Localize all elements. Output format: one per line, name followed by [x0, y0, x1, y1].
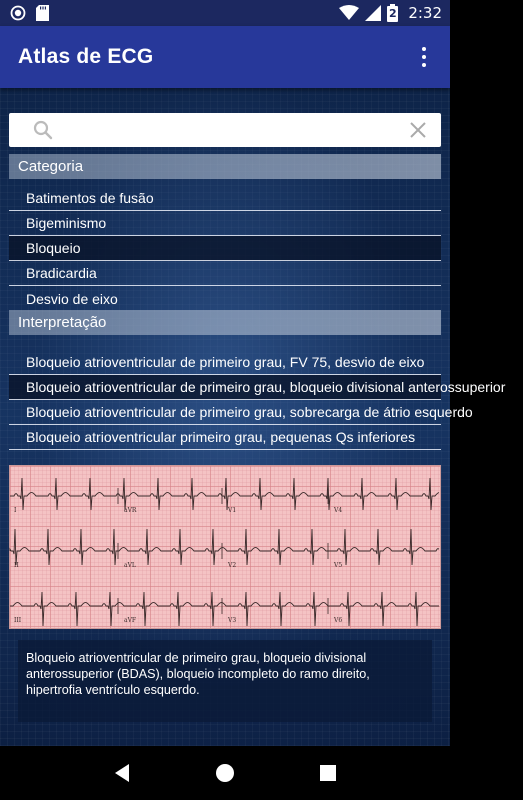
category-item-label: Bradicardia	[26, 265, 97, 281]
category-item-label: Bigeminismo	[26, 215, 107, 231]
clear-search-icon[interactable]	[409, 121, 427, 139]
category-item-desvio-de-eixo[interactable]	[9, 286, 441, 311]
interpretation-list[interactable]	[9, 350, 506, 454]
battery-icon	[387, 4, 398, 22]
ecg-lead-label: aVF	[124, 617, 137, 624]
category-item-label: Desvio de eixo	[26, 290, 118, 307]
interpretation-description: Bloqueio atrioventricular de primeiro grau, bloqueio divisional anterossuperior (BDAS), bloqueio incompleto do ramo direito, hipertrofia ventrículo esquerdo.	[18, 640, 432, 722]
ecg-lead-label: V6	[334, 617, 343, 624]
ecg-lead-label: V1	[228, 507, 237, 514]
sync-circle-icon	[10, 5, 26, 21]
ecg-lead-label: aVR	[124, 507, 137, 514]
search-input[interactable]	[65, 115, 409, 145]
category-item-batimentos-de-fusao[interactable]	[9, 186, 441, 211]
status-left-icons	[10, 5, 49, 21]
interpretation-item-label: Bloqueio atrioventricular de primeiro grau, sobrecarga de átrio esquerdo	[26, 404, 473, 420]
back-triangle-icon	[113, 763, 131, 783]
interpretation-header: Interpretação	[9, 310, 441, 335]
category-list[interactable]	[9, 186, 441, 307]
cell-signal-icon	[365, 5, 381, 21]
overflow-dot-icon	[422, 63, 426, 67]
status-time: 2:32	[408, 4, 442, 22]
wifi-icon	[339, 5, 359, 21]
ecg-lead-row-trace	[10, 592, 439, 626]
ecg-lead-row-trace	[10, 478, 439, 510]
category-header: Categoria	[9, 154, 441, 179]
ecg-image[interactable]	[9, 465, 441, 629]
interpretation-item[interactable]	[9, 400, 473, 425]
category-item-bloqueio[interactable]	[9, 236, 441, 261]
recents-button[interactable]	[313, 758, 343, 788]
recents-square-icon	[319, 764, 337, 782]
overflow-dot-icon	[422, 55, 426, 59]
ecg-lead-label: aVL	[124, 562, 136, 569]
home-circle-icon	[215, 763, 235, 783]
search-bar[interactable]	[9, 113, 441, 147]
interpretation-item-label: Bloqueio atrioventricular primeiro grau, pequenas Qs inferiores	[26, 429, 416, 445]
ecg-lead-label: V2	[228, 562, 237, 569]
category-item-bradicardia[interactable]	[9, 261, 441, 286]
interpretation-item-label: Bloqueio atrioventricular de primeiro grau, bloqueio divisional anterossuperior	[26, 379, 506, 395]
interpretation-item[interactable]	[9, 350, 441, 375]
category-item-bigeminismo[interactable]	[9, 211, 441, 236]
overflow-dot-icon	[422, 47, 426, 51]
status-bar	[0, 0, 450, 26]
ecg-lead-label: V4	[334, 507, 343, 514]
ecg-lead-label: I	[14, 507, 17, 514]
ecg-lead-row-trace	[10, 529, 439, 565]
status-right-icons	[339, 4, 442, 22]
main-content	[0, 88, 506, 746]
sd-card-icon	[36, 5, 49, 21]
interpretation-item-label: Bloqueio atrioventricular de primeiro grau, FV 75, desvio de eixo	[26, 354, 425, 370]
ecg-trace	[10, 466, 440, 628]
interpretation-item[interactable]	[9, 375, 506, 400]
ecg-lead-label: V5	[334, 562, 343, 569]
overflow-menu-button[interactable]	[412, 42, 436, 72]
navigation-bar	[0, 746, 450, 800]
ecg-lead-label: III	[14, 617, 22, 624]
category-item-label: Batimentos de fusão	[26, 190, 154, 206]
back-button[interactable]	[107, 758, 137, 788]
battery-level: 2	[388, 7, 397, 20]
app-title: Atlas de ECG	[18, 45, 154, 68]
search-icon	[33, 120, 53, 140]
category-item-label: Bloqueio	[26, 240, 81, 256]
app-bar	[0, 26, 450, 88]
interpretation-item[interactable]	[9, 425, 441, 450]
ecg-lead-label: II	[14, 562, 19, 569]
ecg-lead-label: V3	[228, 617, 237, 624]
home-button[interactable]	[210, 758, 240, 788]
